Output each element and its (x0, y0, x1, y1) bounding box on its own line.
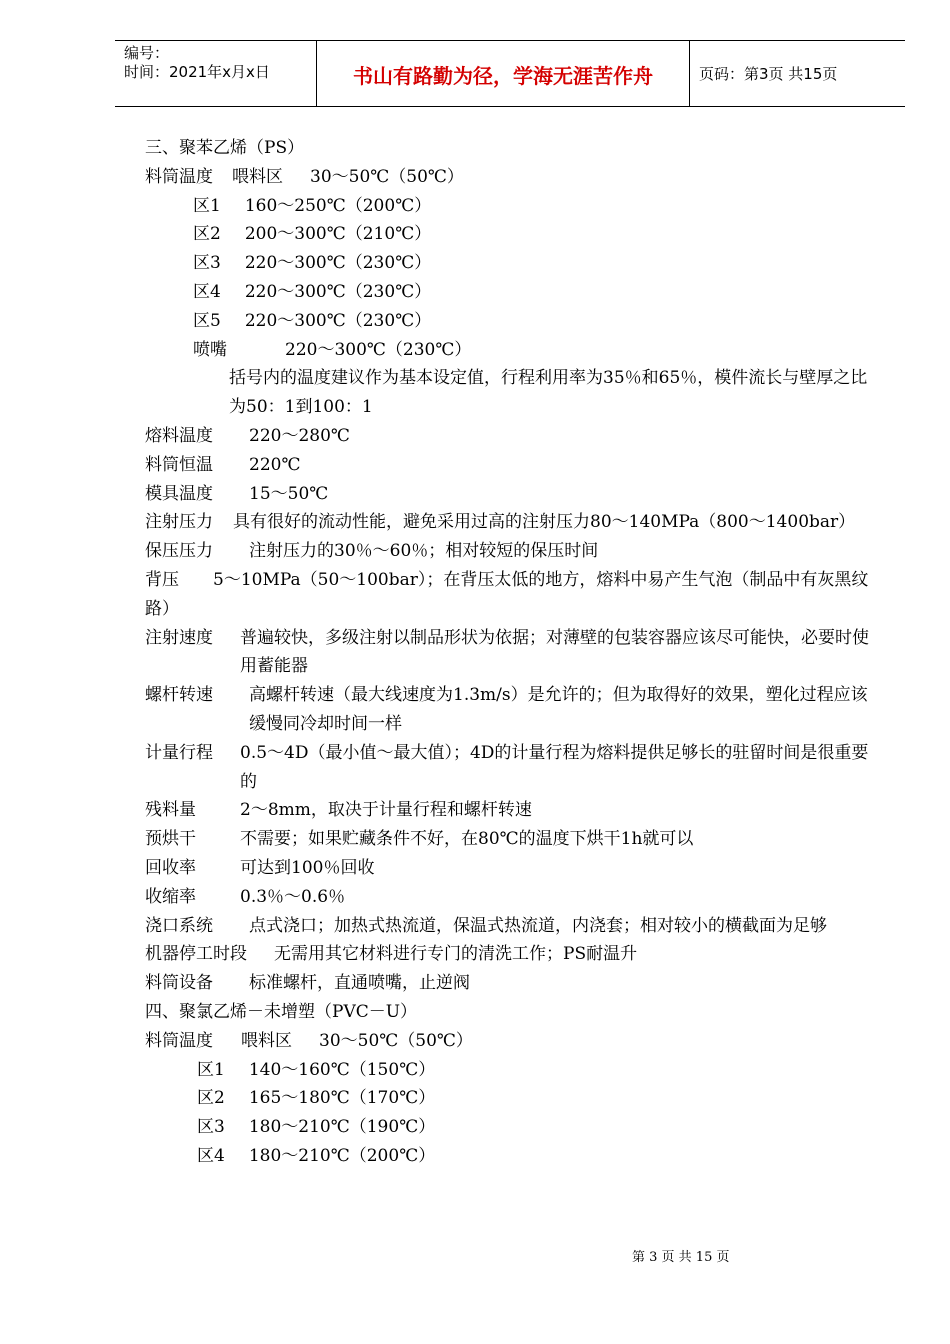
ps-zone-label: 区5 (193, 310, 221, 331)
ps-zone-value: 220～300℃（230℃） (244, 281, 432, 302)
document-number: 编号： (124, 44, 170, 62)
ps-param-label: 模具温度 (145, 483, 213, 504)
section-title-pvc: 四、聚氯乙烯－未增塑（PVC－U） (145, 1001, 418, 1022)
ps-barrel-label: 料筒温度 (145, 166, 213, 187)
pvc-zone-row (145, 1142, 875, 1171)
ps-param-value: 注射压力的30％～60％；相对较短的保压时间 (249, 541, 599, 562)
pvc-zone-label: 区1 (197, 1059, 225, 1080)
pvc-zone-label: 区2 (197, 1088, 225, 1109)
ps-zone-value: 200～300℃（210℃） (244, 224, 432, 245)
document-time: 时间：2021年x月x日 (124, 63, 270, 81)
ps-param-value: 普遍较快，多级注射以制品形状为依据；对薄壁的包装容器应该尽可能快，必要时使用蓄能器 (240, 627, 869, 677)
pvc-zone-label: 区4 (197, 1145, 225, 1166)
ps-param-row (145, 566, 875, 624)
ps-param-value: 具有很好的流动性能，避免采用过高的注射压力80～140MPa（800～1400bar） (233, 512, 856, 533)
ps-zone-row (145, 192, 875, 221)
pvc-zone-list (145, 1056, 875, 1171)
ps-param-row (145, 883, 875, 912)
pvc-zone-value: 180～210℃（190℃） (248, 1117, 436, 1138)
pvc-barrel-temp-row (145, 1027, 875, 1056)
ps-nozzle-label: 喷嘴 (193, 339, 227, 360)
ps-param-label: 残料量 (145, 800, 196, 821)
pvc-zone-row (145, 1084, 875, 1113)
ps-param-row (145, 796, 875, 825)
ps-param-row (145, 940, 875, 969)
pvc-zone-value: 140～160℃（150℃） (248, 1059, 436, 1080)
header-meta (115, 41, 316, 106)
ps-zone-value: 220～300℃（230℃） (244, 253, 432, 274)
header-motto: 书山有路勤为径，学海无涯苦作舟 (316, 41, 690, 106)
ps-nozzle-row (145, 336, 875, 365)
ps-zone-row (145, 278, 875, 307)
ps-parameter-list (145, 422, 875, 998)
section-title-ps: 三、聚苯乙烯（PS） (145, 138, 305, 158)
pvc-feed-label: 喂料区 (241, 1030, 292, 1051)
ps-feed-value: 30～50℃（50℃） (310, 166, 464, 187)
ps-zone-label: 区4 (193, 281, 221, 302)
ps-param-value: 220℃ (249, 454, 301, 475)
ps-param-row (145, 739, 875, 797)
ps-barrel-temp-row (145, 163, 875, 192)
pvc-zone-row (145, 1056, 875, 1085)
ps-param-value: 高螺杆转速（最大线速度为1.3m/s）是允许的；但为取得好的效果，塑化过程应该缓慢同冷却时间一样 (249, 685, 868, 734)
page-footer: 第 3 页 共 15 页 (632, 1250, 730, 1265)
ps-param-value: 无需用其它材料进行专门的清洗工作；PS耐温升 (274, 944, 638, 965)
ps-param-row (145, 969, 875, 998)
ps-param-row (145, 480, 875, 509)
header-page-number: 页码：第3页 共15页 (699, 65, 838, 83)
ps-param-label: 计量行程 (145, 742, 213, 763)
ps-feed-label: 喂料区 (232, 166, 283, 187)
ps-zone-row (145, 307, 875, 336)
ps-param-value: 2～8mm，取决于计量行程和螺杆转速 (240, 800, 532, 821)
ps-param-row (145, 912, 875, 941)
ps-param-label: 注射速度 (145, 627, 213, 648)
ps-param-label: 浇口系统 (145, 915, 213, 936)
pvc-feed-value: 30～50℃（50℃） (319, 1030, 473, 1051)
ps-param-label: 收缩率 (145, 886, 196, 907)
ps-param-row (145, 624, 875, 682)
ps-param-value: 可达到100％回收 (240, 857, 375, 878)
pvc-zone-row (145, 1113, 875, 1142)
ps-param-row (145, 854, 875, 883)
ps-param-row (145, 825, 875, 854)
ps-param-label: 料筒恒温 (145, 454, 213, 475)
ps-param-label: 注射压力 (145, 512, 213, 533)
ps-param-value: 0.5～4D（最小值～最大值）；4D的计量行程为熔料提供足够长的驻留时间是很重要的 (240, 742, 869, 792)
ps-param-label: 回收率 (145, 857, 196, 878)
ps-zone-list (145, 192, 875, 336)
ps-zone-row (145, 220, 875, 249)
ps-param-value: 5～10MPa（50～100bar）；在背压太低的地方，熔料中易产生气泡（制品中有灰黑纹路） (145, 569, 869, 619)
ps-zone-label: 区3 (193, 253, 221, 274)
ps-temperature-note: 括号内的温度建议作为基本设定值，行程利用率为35％和65％，模件流长与壁厚之比为50：1到100：1 (229, 368, 868, 418)
document-body (145, 134, 875, 1171)
ps-param-row (145, 508, 875, 537)
page-header (115, 40, 905, 107)
ps-param-value: 点式浇口；加热式热流道，保温式热流道，内浇套；相对较小的横截面为足够 (249, 915, 827, 936)
pvc-zone-label: 区3 (197, 1117, 225, 1138)
ps-param-row (145, 451, 875, 480)
ps-param-label: 料筒设备 (145, 973, 213, 994)
ps-param-label: 保压压力 (145, 541, 213, 562)
ps-param-label: 螺杆转速 (145, 685, 213, 706)
ps-param-value: 不需要；如果贮藏条件不好，在80℃的温度下烘干1h就可以 (240, 829, 694, 850)
ps-zone-value: 160～250℃（200℃） (244, 195, 432, 216)
ps-zone-label: 区2 (193, 224, 221, 245)
ps-param-row (145, 537, 875, 566)
pvc-zone-value: 180～210℃（200℃） (248, 1145, 436, 1166)
ps-nozzle-value: 220～300℃（230℃） (285, 339, 472, 360)
pvc-zone-value: 165～180℃（170℃） (248, 1088, 436, 1109)
ps-param-label: 背压 (145, 569, 179, 590)
ps-param-label: 机器停工时段 (145, 944, 247, 965)
ps-param-label: 熔料温度 (145, 425, 213, 446)
ps-param-label: 预烘干 (145, 829, 196, 850)
ps-param-value: 220～280℃ (249, 425, 350, 446)
ps-zone-label: 区1 (193, 195, 221, 216)
ps-param-row (145, 681, 875, 739)
ps-zone-row (145, 249, 875, 278)
ps-param-value: 15～50℃ (249, 483, 329, 504)
ps-param-value: 标准螺杆，直通喷嘴，止逆阀 (249, 973, 470, 994)
ps-zone-value: 220～300℃（230℃） (244, 310, 432, 331)
ps-param-value: 0.3％～0.6％ (240, 886, 346, 907)
ps-param-row (145, 422, 875, 451)
pvc-barrel-label: 料筒温度 (145, 1030, 213, 1051)
